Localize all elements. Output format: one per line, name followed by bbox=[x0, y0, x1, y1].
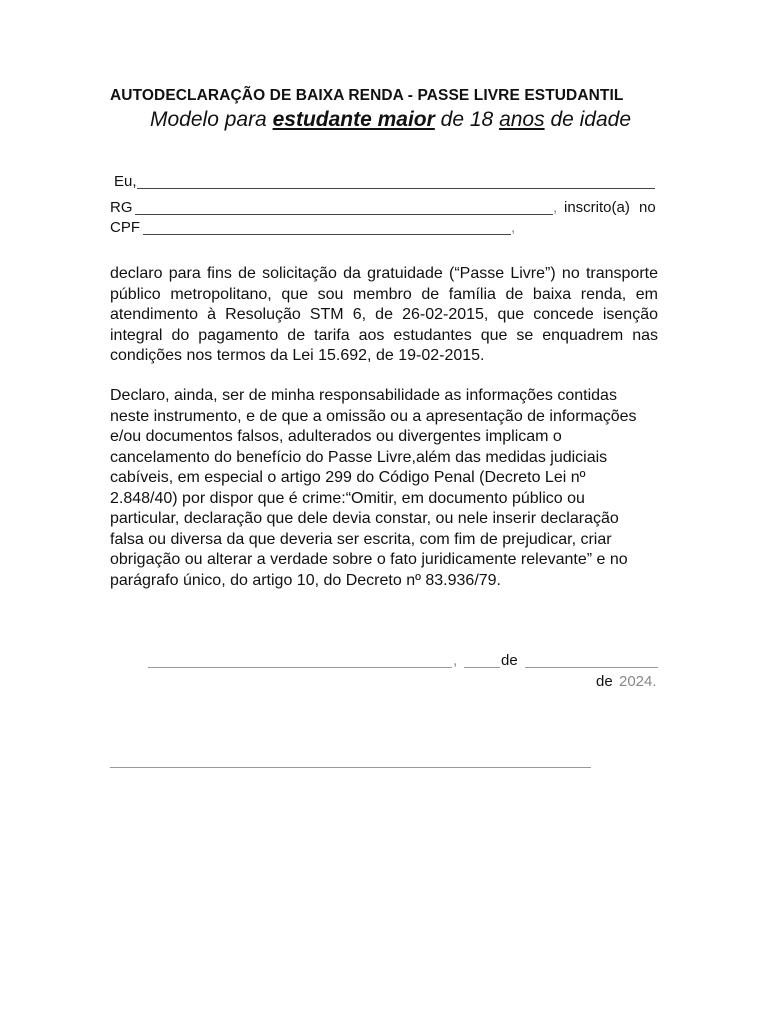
paragraph2-line: particular, declaração que dele devia constar, ou nele inserir declaração bbox=[110, 510, 619, 527]
paragraph2-line: cabíveis, em especial o artigo 299 do Código Penal (Decreto Lei nº bbox=[110, 469, 586, 486]
cpf-comma: , bbox=[511, 219, 516, 236]
paragraph2-line: neste instrumento, e de que a omissão ou a apresentação de informações bbox=[110, 407, 637, 425]
city-field-line[interactable] bbox=[148, 667, 452, 668]
de-label-1: de bbox=[501, 652, 518, 669]
rg-comma: , bbox=[553, 199, 558, 216]
document-subtitle bbox=[150, 108, 631, 132]
day-field-line[interactable] bbox=[464, 667, 500, 668]
subtitle-part1: Modelo para bbox=[150, 108, 267, 131]
document-title: AUTODECLARAÇÃO DE BAIXA RENDA - PASSE LIVRE ESTUDANTIL bbox=[110, 87, 624, 104]
de-label-2: de bbox=[596, 673, 613, 690]
name-field-line[interactable] bbox=[137, 188, 655, 189]
cpf-field-line[interactable] bbox=[143, 234, 511, 235]
month-field-line[interactable] bbox=[525, 667, 658, 668]
declaration-paragraph bbox=[110, 264, 658, 367]
subtitle-emphasis: estudante maior bbox=[272, 108, 435, 131]
paragraph2-line: parágrafo único, do artigo 10, do Decreto nº 83.936/79. bbox=[110, 571, 501, 589]
paragraph2-line: falsa ou diversa da que deveria ser escrita, com fim de prejudicar, criar bbox=[110, 530, 612, 548]
declaration-text: declaro para fins de solicitação da gratuidade (“Passe Livre”) no transporte público metropolitano, que sou membro de família de baixa renda, em atendimento à Resolução STM 6, de 26-02-2015, que concede isenção integral do pagamento de tarifa aos estudantes que se enquadrem nas condições nos termos da Lei 15.692, de 19-02-2015. bbox=[110, 265, 658, 364]
rg-label: RG bbox=[110, 199, 133, 216]
inscrito-label: inscrito(a) bbox=[564, 199, 630, 216]
paragraph2-line: e/ou documentos falsos, adulterados ou divergentes implicam o bbox=[110, 428, 562, 445]
responsibility-paragraph bbox=[110, 386, 658, 591]
city-comma: , bbox=[453, 652, 458, 669]
paragraph2-line: 2.848/40) por dispor que é crime:“Omitir, em documento público ou bbox=[110, 489, 585, 507]
eu-label: Eu, bbox=[114, 173, 137, 190]
paragraph2-line: obrigação ou alterar a verdade sobre o fato juridicamente relevante” e no bbox=[110, 551, 628, 568]
cpf-label: CPF bbox=[110, 219, 140, 236]
paragraph2-line: cancelamento do benefício do Passe Livre,além das medidas judiciais bbox=[110, 448, 608, 466]
signature-line[interactable] bbox=[110, 767, 591, 768]
no-label: no bbox=[639, 199, 656, 216]
subtitle-part3: de 18 bbox=[440, 108, 494, 131]
rg-field-line[interactable] bbox=[135, 214, 553, 215]
subtitle-part4: anos bbox=[499, 108, 545, 131]
subtitle-part5: de idade bbox=[550, 108, 632, 131]
year-text: 2024. bbox=[619, 673, 657, 690]
paragraph2-line: Declaro, ainda, ser de minha responsabilidade as informações contidas bbox=[110, 387, 617, 404]
